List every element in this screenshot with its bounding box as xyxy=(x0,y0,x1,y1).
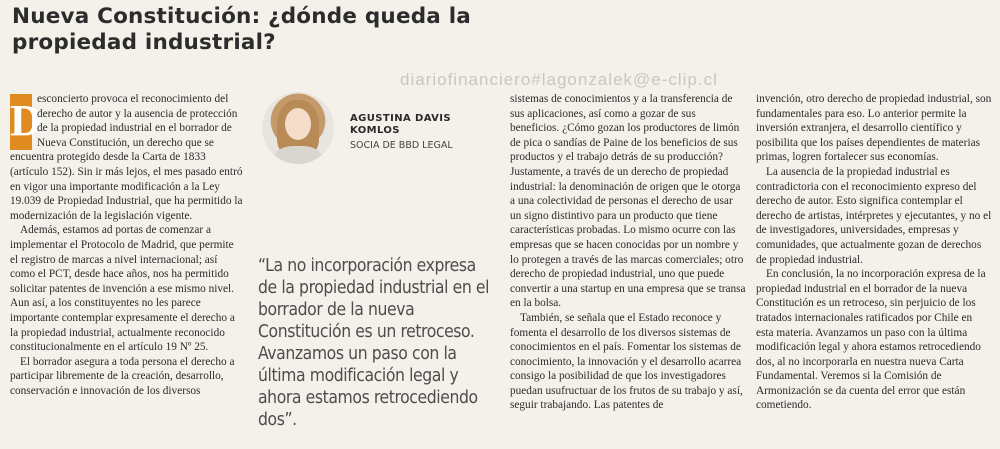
watermark-text: diariofinanciero#lagonzalek@e-clip.cl xyxy=(400,70,718,89)
paragraph-3: El borrador asegura a toda persona el derecho a participar libremente de la creación, desarrollo, conservación e innovación de los diversos xyxy=(10,355,235,397)
author-role: SOCIA DE BBD LEGAL xyxy=(350,140,453,151)
drop-cap: D xyxy=(10,94,32,150)
paragraph-8: En conclusión, la no incorporación expresa de la propiedad industrial en el borrador de la nueva Constitución es un retroceso, sin perjuicio de los tratados internacionales ratificados por Chile en esta materia. Avanzamos un paso con la última modificación legal y ahora estamos retrocediendo dos, al no incorporarla en nuestra nueva Carta Fundamental. Veremos si la Comisión de Armonización se da cuenta del error que están cometiendo. xyxy=(756,268,986,412)
paragraph-4: sistemas de conocimientos y a la transferencia de sus aplicaciones, así como a gozar de sus beneficios. ¿Cómo gozan los productores de limón de pica o sandías de Paine de los beneficios de sus productos y el trabajo detrás de su producción? Justamente, a través de un derecho de propiedad industrial: la denominación de origen que le otorga a una colectividad de personas el derecho de usar un signo distintivo para un producto que tiene características probadas. Lo mismo ocurre con las empresas que se hacen conocidas por un nombre y lo protegen a través de las marcas comerciales; otro derecho de propiedad industrial, uno que puede convertir a una startup en una empresa que se transa en la bolsa. xyxy=(510,93,746,310)
paragraph-7: La ausencia de la propiedad industrial es contradictoria con el reconocimiento expreso del derecho de autor. Esto significa contemplar el derecho de artistas, intérpretes y ejecutantes, y no el de investigadores, universidades, empresas y comunidades, que actualmente gozan de derechos de propiedad industrial. xyxy=(756,165,992,266)
article-column-4 xyxy=(756,92,992,413)
article-column-3 xyxy=(510,92,746,413)
author-name: AGUSTINA DAVIS KOMLOS xyxy=(350,113,452,136)
paragraph-5: También, se señala que el Estado reconoce y fomenta el desarrollo de los diversos sistemas de conocimientos en el país. Fomentar los sistemas de conocimiento, la innovación y el desarrollo acarrea consigo la posibilidad de que los investigadores puedan usufructuar de los frutos de su trabajo y así, seguir trabajando. Las patentes de xyxy=(510,311,743,412)
article-headline: Nueva Constitución: ¿dónde queda la propiedad industrial? xyxy=(12,4,471,55)
pull-quote: “La no incorporación expresa de la propiedad industrial en el borrador de la nueva Constitución es un retroceso. Avanzamos un paso con la última modificación legal y ahora estamos retrocediendo dos”. xyxy=(258,256,490,430)
article-column-1 xyxy=(10,92,243,398)
paragraph-6: invención, otro derecho de propiedad industrial, son fundamentales para eso. Lo anterior permite la inversión extranjera, el desarrollo científico y posibilita que los países dependientes de materias primas, logren fortalecer sus economías. xyxy=(756,93,992,164)
author-photo xyxy=(262,92,334,164)
paragraph-2: Además, estamos ad portas de comenzar a implementar el Protocolo de Madrid, que permite el registro de marcas a nivel internacional; así como el PCT, desde hace años, nos ha permitido solicitar patentes de invención a ese mismo nivel. Aun así, a los constituyentes no les parece importante contemplar expresamente el derecho a la propiedad industrial, actualmente reconocido constitucionalmente en el artículo 19 Nº 25. xyxy=(10,224,235,354)
paragraph-1 xyxy=(10,92,243,223)
paragraph-1-text: esconcierto provoca el reconocimiento del derecho de autor y la ausencia de protección de la propiedad industrial en el borrador de Nueva Constitución, un derecho que se encuentra protegido desde la Carta de 1833 (artículo 152). Sin ir más lejos, el mes pasado entró en vigor una importante modificación a la Ley 19.039 de Propiedad Industrial, que ha permitido la modernización de la legislación vigente. xyxy=(10,93,243,222)
